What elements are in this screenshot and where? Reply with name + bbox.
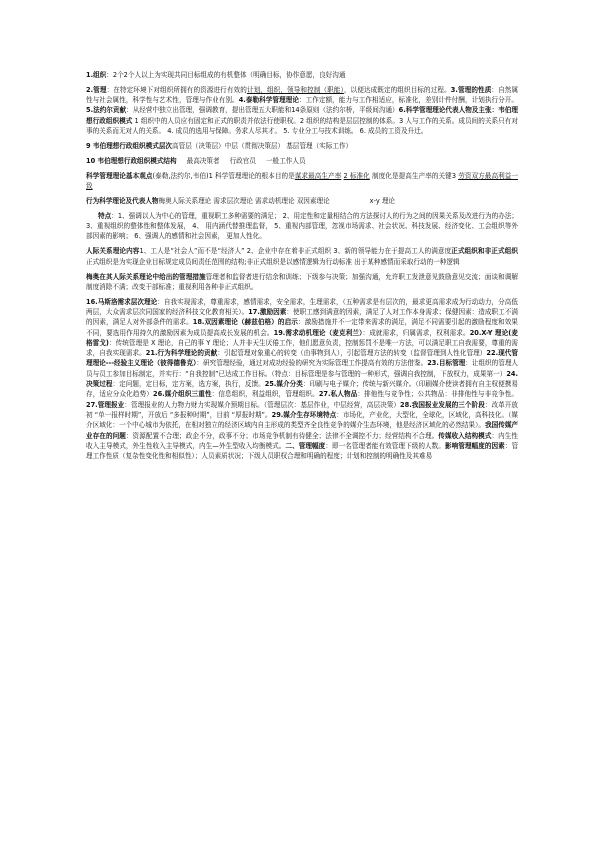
term-organization: 1.组织 (86, 71, 107, 79)
paragraph-weber-structure: 10 韦伯理想行政组织模式结构 最高决策者 行政官员 一般工作人员 (86, 156, 306, 165)
paragraph-behavioral-science: 行为科学理论及代表人物梅奥人际关系理论 需求层次理论 需求动机理论 双因素理论 x-y 理论 (86, 196, 396, 205)
paragraph-weber-levels: 9 韦伯理想行政组织模式层次高管层（决策层）中层（贯彻决策层） 基层管理（实际工作） (86, 141, 353, 150)
paragraph-management: 2.管理：在特定环境下对组织所拥有的资源进行有效的计划，组织，领导和控制（职能），以便达成既定的组织目标的过程。3.管理的性质：自然属性与社会属性，科学性与艺术性，管理与作业有别。4.泰勒科学管理理论：工作定额，能力与工作相适应，标准化，差别计件付酬，计划执行分开。5.法约尔贡献：从经营中独立出管理，强调教育，提出管理五大职能和14条原则（法约尔桥，平级间沟通）6.科学管理理论代表人物及主张：韦伯理想行政组织模式 1 组织中的人员应有固定和正式的职责并依法行使职权。2 组织的结构是层层控制的体系。3 人与工作的关系。成员间的关系只有对事的关系而无对人的关系。 4. 成员的选用与保障。务求人尽其才。 5. 专业分工与技术训练。 6. 成员的工资及升迁。 (86, 85, 518, 136)
paragraph-theories: 16.马斯洛需求层次理论：自我实现需求，尊重需求，感情需求，安全需求，生理需求，（五种需求是有层次的，最求更高需求成为行动动力，分高低两层，大众需求层次同国家的经济科技文化教育相关）。17.激励因素：使职工感到满意的因素，满足了人对工作本身需求；保健因素：造成职工不满的因素，满足人对外部条件的需求。18.双因素理论（赫兹伯格）的启示：激励措施并不一定带来需求的满足，满足不同需要引起的激励程度和效果不同，要选用作用持久的激励因素为成员提高成长发展的机会。19.需求动机理论（麦克利兰）：成就需求，归属需求，权利需求。20.X-Y 理论(麦格雷戈)：传统管理是 X 理论，自己的事 Y 理论；人并非天生厌倦工作，他们愿意负责，控制惩罚不是唯一方法，可以满足职工自我需要，尊重的需求，自我实现需求。21.行为科学理论的贡献：引起管理对象重心的转变（由事物到人），引起管理方法的转变（监督管理到人性化管理）22.现代管理理论---经验主义理论（彼得德鲁克）：研究管理经验，通过对成功经验的研究为实际管理工作提高有效的方法借鉴。23.目标管理：让组织的管理人员与员工参加目标制定，并实行：“自我控制”已达成工作目标。（特点：目标管理是参与管理的一种形式，强调自我控制，下放权力，成果第一）24.决策过程：定问题，定目标，定方案，选方案，执行，反馈。25.媒介分类：印刷与电子媒介；传统与新兴媒介。（印刷媒介使读者拥有自主权便携易存，适应分众化趋势）26.媒介组织三重性：信息组织，利益组织，管理组织。27.私人物品：排他性与竞争性；公共物品：非排他性与非竞争性。27.管理报业：管理报业的人力物力财力实现媒介预期目标。（管理层次：基层作业，中层经营，高层决策）28.我国报业发展的三个阶段：改革开放初 “单一报样时期”，开放后 “多报种时期”，目前 “厚报时期”。29.媒介生存环境特点：市场化，产业化，大型化，全球化，区域化，高科技化。（媒介区域化：一个中心城市为依托，在相对独立的经济区域内自主形成的类型齐全良性竞争的媒介生态环境，他是经济区域化的必然结果）。我国传媒产业存在的问题：资源配置不合理；政企不分，政事不分；市场竞争机制有待健全；法律不全调控不力；经营结构不合理。传媒收入结构模式：内生性收入主导模式，外生性收入主导模式，内生—外生型收入均衡模式。二、管理幅度：即一名管理者能有效管理下级的人数。影响管理幅度的因素：管理工作性质（复杂性变化性和相似性）；人员素质状况；下级人员职权合理和明确的程度；计划和控制的明确性及其难易 (86, 297, 518, 461)
document-page (86, 70, 518, 810)
paragraph-features: 特点：1、强调以人为中心的管理，重视职工多种需要的满足； 2、用定性和定量相结合的方法探讨人的行为之间的因果关系及改进行为的办法； 3、重视组织的整体性和整体发展， 4、 用内涵代替推理监督， 5、重视内部管理，忽视市场需求、社会状况、科技发展、经济变化、工会组织等外部因素的影响； 6、强调人的感情和社会因素， 更加人性化。 (86, 211, 518, 241)
paragraph-mayo-measures: 梅奥在其人际关系理论中给出的管理措施管理者和监督者进行结余和训练；下级参与决策；加强沟通，允许职工发泄意见鼓励意见交流；面谈和调解制度消除不满；改变干部标准；重视利用各种非正式组织。 (86, 272, 518, 291)
paragraph-scientific-management: 科学管理理论基本观点(泰勒,法约尔,韦伯)1 科学管理理论的根本目的是谋求最高生产率 2 标准化 制度化是提高生产率的关键3 劳资双方最高利益一致 (86, 171, 518, 191)
paragraph-human-relations: 人际关系理论内容1、工人是“社会人”而不是“经济人” 2、企业中存在着非正式组织 3、新的领导能力在于提高工人的满意度正式组织和非正式组织正式组织是为实现企业目标规定成员间责任范围的结构;非正式组织是以感情逻辑为行动标准 出于某种感情而采取行动的一种逻辑 (86, 247, 518, 266)
paragraph-organization: 1.组织：2个2个人以上为实现共同目标组成的有机整体（明确目标，协作意愿，良好沟通 (86, 71, 346, 79)
underlined-functions: 计划，组织，领导和控制（职能） (246, 85, 344, 94)
